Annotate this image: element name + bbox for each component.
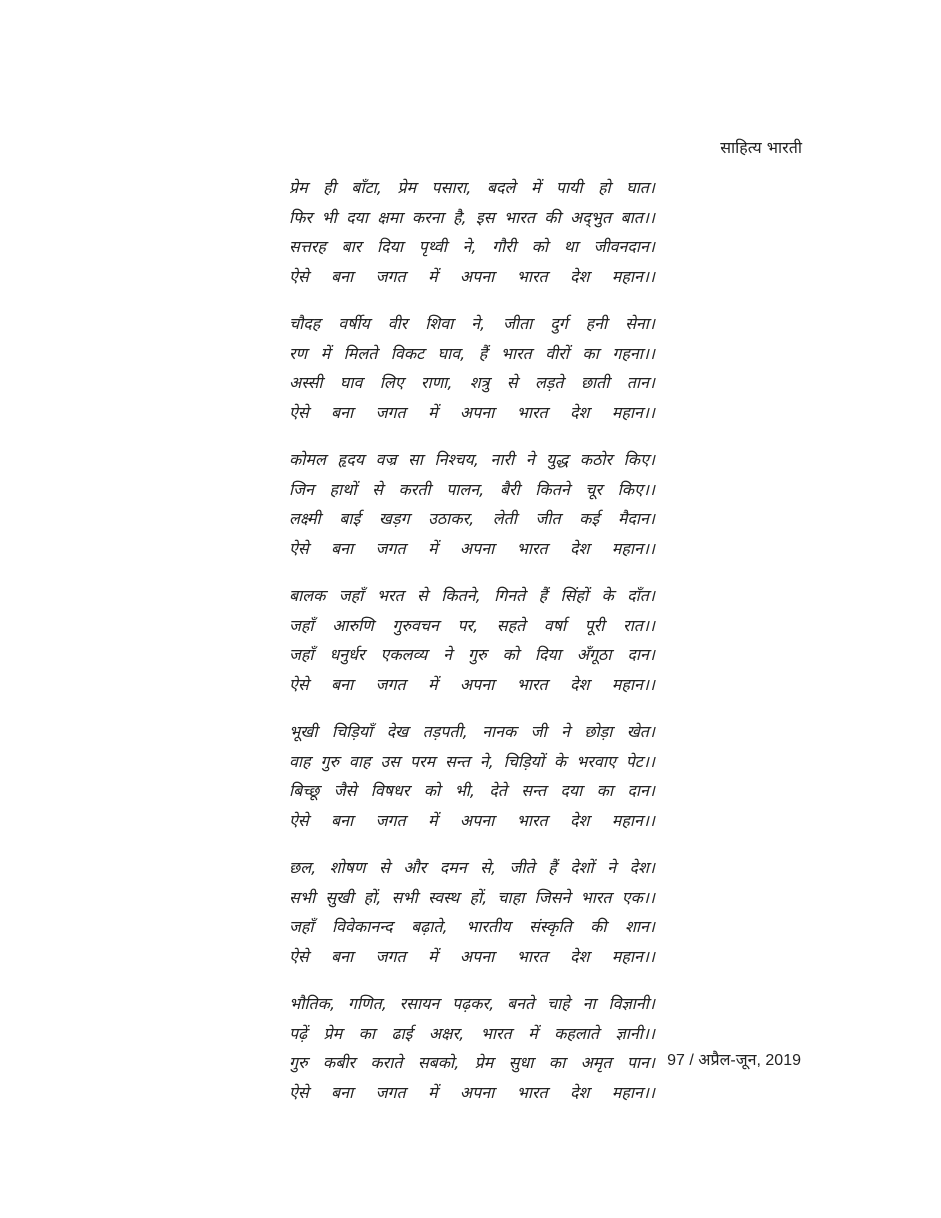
journal-title: साहित्य भारती (720, 138, 802, 157)
stanza (289, 717, 655, 835)
poem-line: वाह गुरु वाह उस परम सन्त ने, चिड़ियों के भरवाए पेट।। (289, 751, 655, 771)
poem-line: भूखी चिड़ियाँ देख तड़पती, नानक जी ने छोड़ा खेत। (289, 722, 655, 741)
poem-line: अस्सी घाव लिए राणा, शत्रु से लड़ते छाती तान। (289, 373, 655, 392)
poem-line: भौतिक, गणित, रसायन पढ़कर, बनते चाहे ना विज्ञानी। (289, 994, 655, 1013)
poem-line: जहाँ आरुणि गुरुवचन पर, सहते वर्षा पूरी रात।। (289, 615, 655, 635)
stanza (289, 581, 655, 699)
poem-line: सभी सुखी हों, सभी स्वस्थ हों, चाहा जिसने भारत एक।। (289, 887, 655, 907)
poem-line: जहाँ विवेकानन्द बढ़ाते, भारतीय संस्कृति की शान। (289, 917, 655, 936)
poem-line: ऐसे बना जगत में अपना भारत देश महान।। (289, 946, 655, 966)
poem-line: रण में मिलते विकट घाव, हैं भारत वीरों का गहना।। (289, 343, 655, 363)
poem-line: कोमल हृदय वज्र सा निश्चय, नारी ने युद्ध कठोर किए। (289, 450, 655, 469)
page-footer: 97 / अप्रैल-जून, 2019 (667, 1052, 801, 1069)
poem-line: जहाँ धनुर्धर एकलव्य ने गुरु को दिया अँगूठा दान। (289, 645, 655, 664)
poem-line: ऐसे बना जगत में अपना भारत देश महान।। (289, 402, 655, 422)
poem-line: छल, शोषण से और दमन से, जीते हैं देशों ने देश। (289, 858, 655, 877)
poem-line: गुरु कबीर कराते सबको, प्रेम सुधा का अमृत पान। (289, 1053, 655, 1072)
poem-line: बिच्छू जैसे विषधर को भी, देते सन्त दया का दान। (289, 781, 655, 800)
poem-line: लक्ष्मी बाई खड़ग उठाकर, लेती जीत कई मैदान। (289, 509, 655, 528)
poem (289, 173, 655, 1125)
poem-line: बालक जहाँ भरत से कितने, गिनते हैं सिंहों के दाँत। (289, 586, 655, 605)
poem-line: सत्तरह बार दिया पृथ्वी ने, गौरी को था जीवनदान। (289, 237, 655, 256)
poem-line: प्रेम ही बाँटा, प्रेम पसारा, बदले में पायी हो घात। (289, 178, 655, 197)
poem-line: फिर भी दया क्षमा करना है, इस भारत की अद्‌भुत बात।। (289, 207, 655, 227)
stanza (289, 173, 655, 291)
poem-line: जिन हाथों से करती पालन, बैरी कितने चूर किए।। (289, 479, 655, 499)
poem-line: पढ़ें प्रेम का ढाई अक्षर, भारत में कहलाते ज्ञानी।। (289, 1023, 655, 1043)
poem-line: चौदह वर्षीय वीर शिवा ने, जीता दुर्ग हनी सेना। (289, 314, 655, 333)
stanza (289, 989, 655, 1107)
stanza (289, 853, 655, 971)
poem-line: ऐसे बना जगत में अपना भारत देश महान।। (289, 266, 655, 286)
poem-line: ऐसे बना जगत में अपना भारत देश महान।। (289, 538, 655, 558)
stanza (289, 445, 655, 563)
stanza (289, 309, 655, 427)
poem-line: ऐसे बना जगत में अपना भारत देश महान।। (289, 1082, 655, 1102)
poem-line: ऐसे बना जगत में अपना भारत देश महान।। (289, 810, 655, 830)
poem-line: ऐसे बना जगत में अपना भारत देश महान।। (289, 674, 655, 694)
